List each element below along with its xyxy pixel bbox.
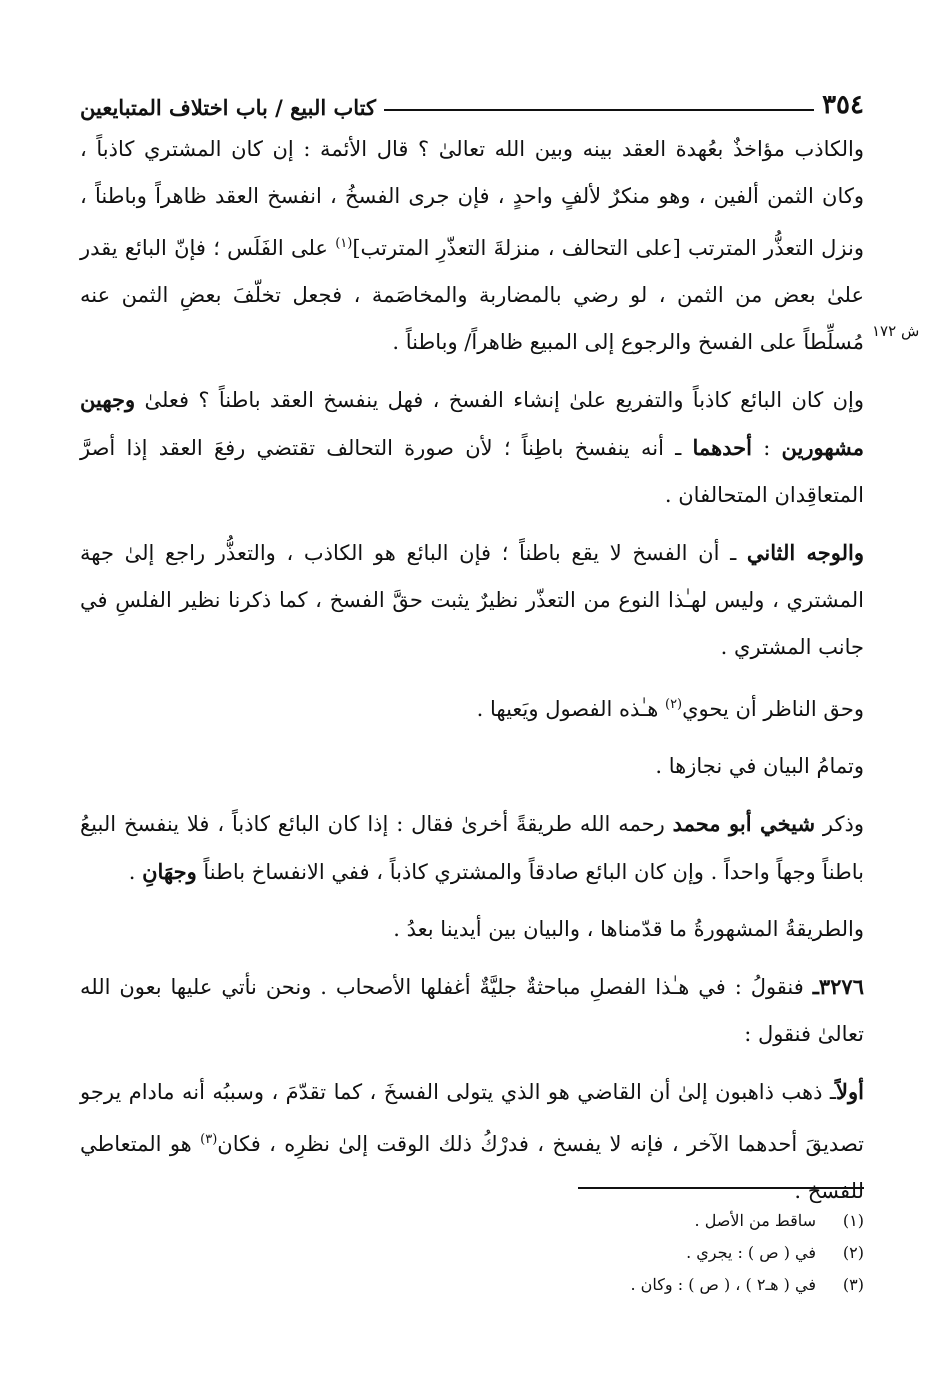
bold-text: أولاً bbox=[836, 1079, 864, 1104]
text-run: : bbox=[751, 436, 782, 460]
paragraph bbox=[80, 906, 864, 953]
footnote-number: (٢) bbox=[842, 1243, 864, 1262]
text-run: ـ أنه ينفسخ باطِناً ؛ لأن صورة التحالف تقتضي رفعَ العقد إذا أصرَّ المتعاقِدان المتحالفان . bbox=[80, 436, 864, 507]
footnote bbox=[400, 1205, 864, 1237]
footnotes bbox=[400, 1205, 864, 1301]
footnote-number: (٣) bbox=[842, 1275, 864, 1294]
footnote bbox=[400, 1237, 864, 1269]
paragraph bbox=[80, 963, 864, 1058]
footnote-text: في ( هـ٢ ) ، ( ص ) : وكان . bbox=[630, 1275, 816, 1294]
text-run: وحق الناظر أن يحوي bbox=[682, 697, 864, 721]
footnote-rule bbox=[578, 1187, 864, 1189]
text-run: ـ ذهب ذاهبون إلىٰ أن القاضي هو الذي يتولى الفسخَ ، كما تقدّمَ ، وسببُه أنه مادام يرجو تصديقَ أحدهما الآخر ، فإنه لا يفسخ ، فدرْكُ ذلك الوقت إلىٰ نظرِه ، فكان bbox=[80, 1080, 864, 1156]
text-run: والطريقةُ المشهورةُ ما قدّمناها ، والبيان بين أيدينا بعدُ . bbox=[393, 917, 864, 941]
bold-text: وجهَانِ bbox=[142, 859, 197, 884]
text-run: رحمه الله طريقةً أخرىٰ فقال : إذا كان البائع كاذباً ، فلا ينفسخ البيعُ باطناً وجهاً واحداً . وإن كان البائع صادقاً والمشتري كاذباً ، ففي الانفساخ باطناً bbox=[80, 812, 864, 884]
footnote-text: ساقط من الأصل . bbox=[694, 1211, 816, 1230]
footnote-marker: (٢) bbox=[664, 697, 683, 712]
text-run: على الفَلَس ؛ فإنّ البائع يقدر علىٰ بعض من الثمن ، لو رضي بالمضاربة والمخاصَمة ، فجعل تخلّفَ بعضِ الثمن عنه مُسلِّطاً على الفسخ والرجوع إلى المبيع ظاهراً/ وباطناً . bbox=[80, 236, 864, 354]
page-number: ٣٥٤ bbox=[822, 90, 864, 120]
bold-text: ٣٢٧٦ـ bbox=[812, 974, 864, 999]
paragraph bbox=[80, 529, 864, 671]
paragraph bbox=[80, 800, 864, 896]
text-run: هو المتعاطي للفسخ . bbox=[80, 1132, 864, 1203]
text-run: والكاذب مؤاخذٌ بعُهدة العقد بينه وبين الله تعالىٰ ؟ قال الأئمة : إن كان المشتري كاذباً ، وكان الثمن ألفين ، وهو منكرٌ لألفٍ واحدٍ ، فإن جرى الفسخُ ، انفسخ العقد ظاهراً وباطناً ، ونزل التعذُّر المترتب [على التحالف ، منزلةَ التعذّرِ المترتب] bbox=[80, 137, 864, 260]
main-text bbox=[80, 126, 864, 1215]
footnote bbox=[400, 1269, 864, 1301]
paragraph bbox=[80, 681, 864, 733]
bold-text: وجهين مشهورين bbox=[80, 387, 864, 460]
margin-note: ش ١٧٢ bbox=[872, 322, 920, 340]
bold-text: شيخي أبو محمد bbox=[672, 811, 816, 836]
paragraph bbox=[80, 376, 864, 519]
text-run: وذكر bbox=[815, 812, 864, 836]
paragraph bbox=[80, 1068, 864, 1215]
text-run: . bbox=[128, 860, 143, 884]
text-run: وتمامُ البيان في نجازها . bbox=[655, 754, 864, 778]
footnote-text: في ( ص ) : يجري . bbox=[686, 1243, 816, 1262]
text-run: وإن كان البائع كاذباً والتفريع علىٰ إنشاء الفسخ ، فهل ينفسخ العقد باطناً ؟ فعلىٰ bbox=[135, 388, 864, 412]
paragraph bbox=[80, 126, 864, 366]
text-run: هـٰذه الفصول ويَعيها . bbox=[476, 697, 665, 721]
text-run: فنقولُ : في هـٰذا الفصلِ مباحثةٌ جليَّةٌ أغفلها الأصحاب . ونحن نأتي عليها بعون الله تعالىٰ فنقول : bbox=[80, 975, 864, 1046]
text-run: ـ أن الفسخ لا يقع باطناً ؛ فإن البائع هو الكاذب ، والتعذُّر راجع إلىٰ جهة المشتري ، وليس لهـٰذا النوع من التعذّر نظيرٌ يثبت حقَّ الفسخ ، كما ذكرنا نظير الفلسِ في جانب المشتري . bbox=[80, 541, 864, 659]
footnote-number: (١) bbox=[842, 1211, 864, 1230]
header-title: كتاب البيع / باب اختلاف المتبايعين bbox=[80, 95, 377, 120]
bold-text: والوجه الثاني bbox=[746, 540, 865, 565]
header-rule bbox=[384, 109, 814, 111]
running-header bbox=[80, 80, 864, 120]
footnote-marker: (١) bbox=[335, 236, 353, 251]
bold-text: أحدهما bbox=[692, 435, 752, 460]
paragraph bbox=[80, 743, 864, 790]
footnote-marker: (٣) bbox=[200, 1132, 218, 1147]
